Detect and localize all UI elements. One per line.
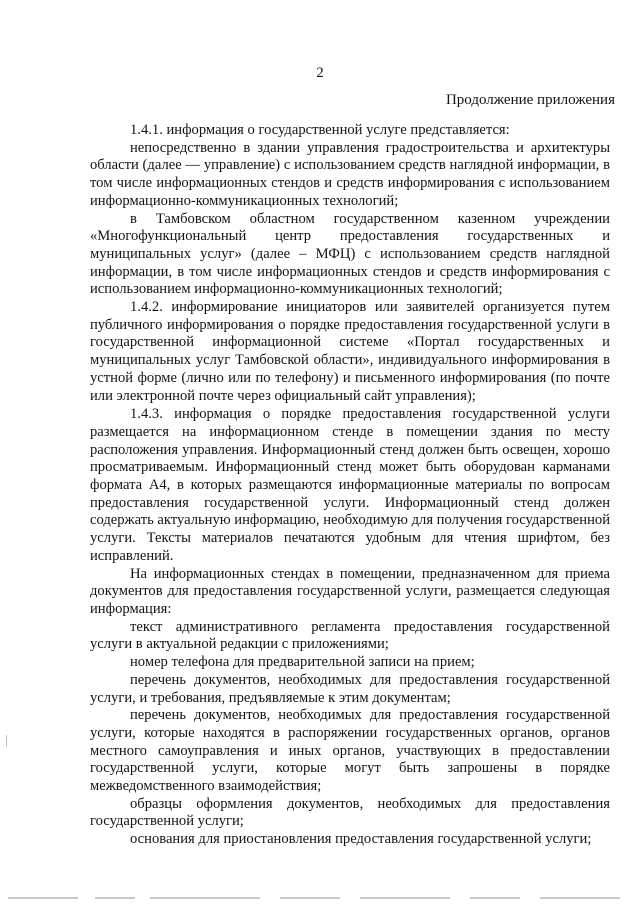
page-number: 2: [316, 65, 324, 81]
scan-margin-mark: [6, 735, 7, 747]
list-item: перечень документов, необходимых для предоставления государственной услуги, которые находятся в распоряжении государственных органов, органов местного самоуправления и иных органов, участвующих в предоставлении государственной услуги, которые могут быть запрошены в порядке межведомственного взаимодействия;: [90, 707, 610, 795]
document-body: [90, 122, 610, 849]
paragraph-stands-intro: На информационных стендах в помещении, предназначенном для приема документов для предоставления государственной услуги, размещается следующая информация:: [90, 565, 610, 617]
paragraph-1-4-3: 1.4.3. информация о порядке предоставления государственной услуги размещается на информационном стенде в помещении здания по месту расположения управления. Информационный стенд должен быть освещен, хорошо просматриваемым. Информационный стенд может быть оборудован карманами формата А4, в которых размещаются информационные материалы по вопросам предоставления государственной услуги. Информационный стенд должен содержать актуальную информацию, необходимую для получения государственной услуги. Тексты материалов печатаются удобным для чтения шрифтом, без исправлений.: [90, 406, 610, 564]
paragraph-mfc: в Тамбовском областном государственном казенном учреждении «Многофункциональный центр предоставления государственных и муниципальных услуг» (далее – МФЦ) с использованием средств наглядной информации, в том числе информационных стендов и средств информирования с использованием информационно-коммуникационных технологий;: [90, 210, 610, 298]
list-item: текст административного регламента предоставления государственной услуги в актуальной редакции с приложениями;: [90, 618, 610, 653]
paragraph-1-4-2: 1.4.2. информирование инициаторов или заявителей организуется путем публичного информирования о порядке предоставления государственной услуги в государственной информационной системе «Портал государственных и муниципальных услуг Тамбовской области», индивидуального информирования в устной форме (лично или по телефону) и письменного информирования (по почте или электронной почте через официальный сайт управления);: [90, 299, 610, 404]
continuation-note: Продолжение приложения: [445, 92, 615, 108]
scan-footer-noise: [0, 893, 640, 905]
list-item: перечень документов, необходимых для предоставления государственной услуги, и требования, предъявляемые к этим документам;: [90, 671, 610, 706]
list-item: образцы оформления документов, необходимых для предоставления государственной услуги;: [90, 795, 610, 830]
paragraph-management: непосредственно в здании управления градостроительства и архитектуры области (далее — управление) с использованием средств наглядной информации, в том числе информационных стендов и средств информирования с использованием информационно-коммуникационных технологий;: [90, 139, 610, 209]
list-item: номер телефона для предварительной записи на прием;: [130, 654, 475, 671]
paragraph-1-4-1: 1.4.1. информация о государственной услуге представляется:: [130, 122, 510, 138]
list-item: основания для приостановления предоставления государственной услуги;: [130, 831, 592, 848]
